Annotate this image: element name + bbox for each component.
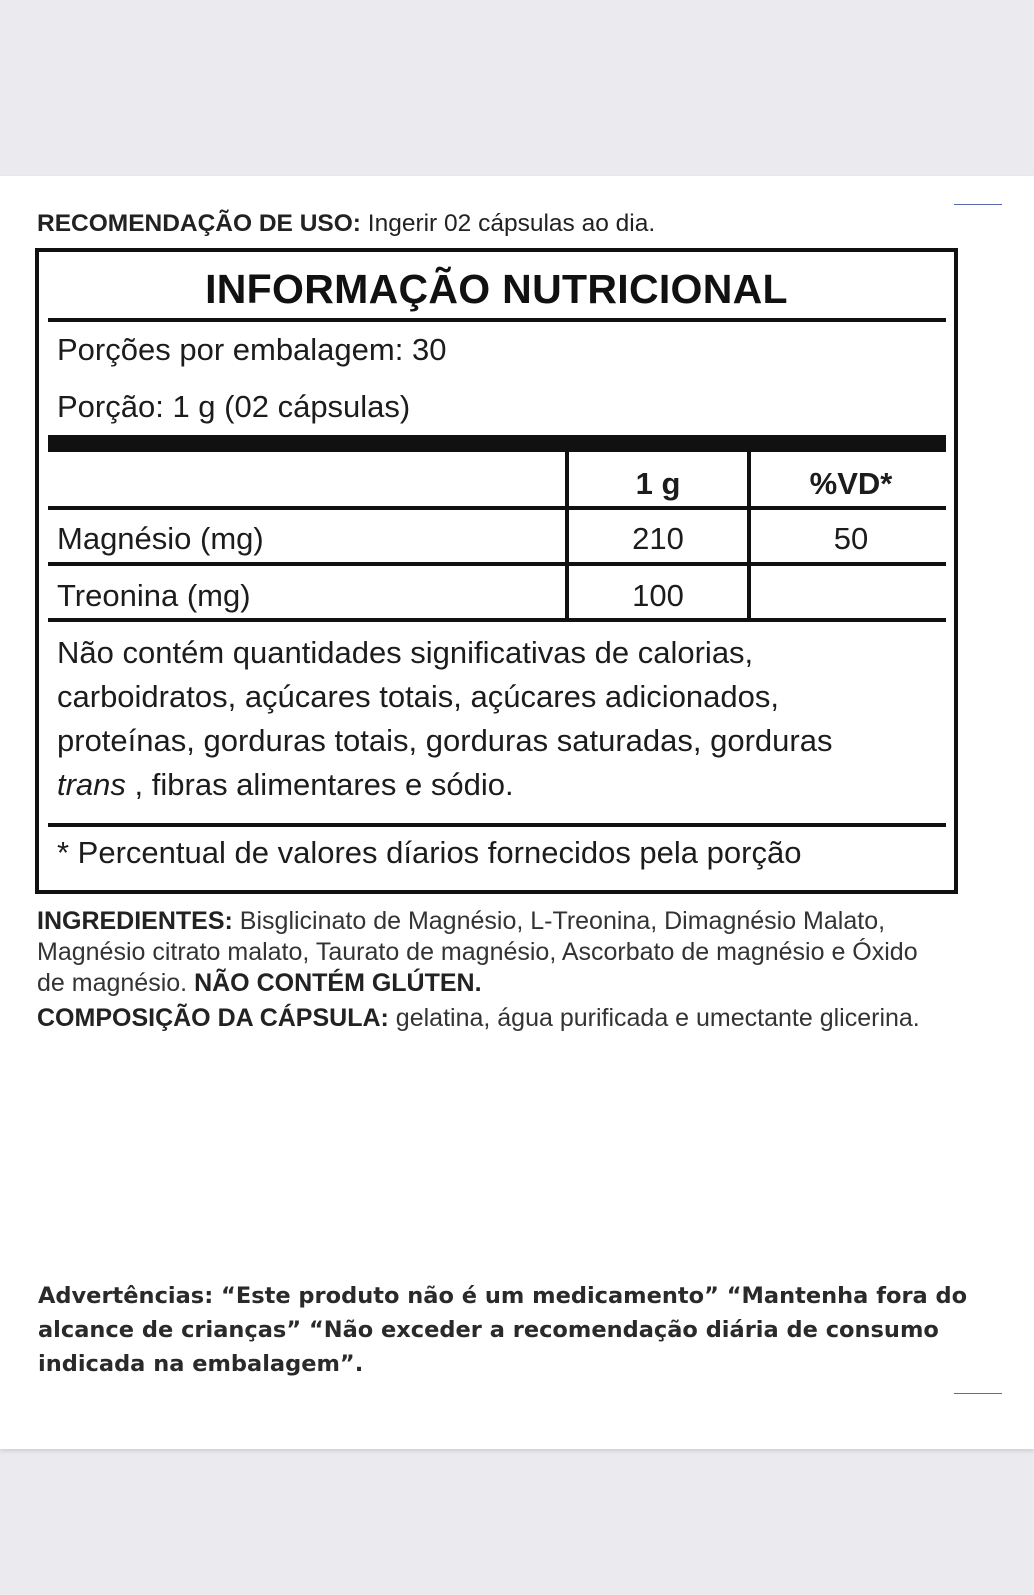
note-last: , fibras alimentares e sódio. bbox=[125, 767, 514, 802]
note-line: Não contém quantidades significativas de calorias, bbox=[57, 635, 754, 670]
row-amount: 210 bbox=[632, 521, 684, 556]
row-name: Treonina (mg) bbox=[57, 578, 251, 613]
crop-mark-bottom bbox=[954, 1393, 1002, 1394]
label-page bbox=[0, 176, 1034, 1449]
not-significant-note bbox=[57, 631, 832, 807]
column-header-dv: %VD* bbox=[809, 466, 893, 501]
note-line bbox=[57, 763, 832, 807]
ingredients-text: Bisglicinato de Magnésio, L-Treonina, Dimagnésio Malato, Magnésio citrato malato, Taurato de magnésio, Ascorbato de magnésio e Óxido de magnésio. bbox=[37, 907, 918, 997]
divider bbox=[48, 506, 946, 510]
divider bbox=[48, 562, 946, 566]
usage-label: RECOMENDAÇÃO DE USO: bbox=[37, 210, 361, 237]
capsule-text: gelatina, água purificada e umectante glicerina. bbox=[388, 1004, 920, 1032]
crop-mark-top bbox=[954, 204, 1002, 205]
usage-recommendation bbox=[37, 210, 655, 238]
capsule-paragraph bbox=[37, 1003, 937, 1034]
serving-size: Porção: 1 g (02 cápsulas) bbox=[57, 389, 411, 424]
divider bbox=[48, 318, 946, 322]
servings-per-package: Porções por embalagem: 30 bbox=[57, 332, 447, 367]
row-name: Magnésio (mg) bbox=[57, 521, 264, 556]
row-dv: 50 bbox=[833, 521, 869, 556]
capsule-label: COMPOSIÇÃO DA CÁPSULA: bbox=[37, 1004, 389, 1032]
table-title: INFORMAÇÃO NUTRICIONAL bbox=[205, 266, 788, 312]
gluten-notice: NÃO CONTÉM GLÚTEN. bbox=[194, 969, 482, 997]
nutrition-facts-table bbox=[35, 248, 958, 894]
ingredients-label: INGREDIENTES: bbox=[37, 907, 233, 935]
warnings: Advertências: “Este produto não é um medicamento” “Mantenha fora do alcance de crianças” “Não exceder a recomendação diária de consumo indicada na embalagem”. bbox=[38, 1283, 968, 1377]
thick-divider bbox=[48, 435, 946, 452]
ingredients-paragraph bbox=[37, 906, 937, 999]
note-trans: trans bbox=[57, 767, 126, 802]
usage-text: Ingerir 02 cápsulas ao dia. bbox=[360, 210, 656, 237]
divider bbox=[48, 618, 946, 622]
footnote: * Percentual de valores díarios fornecidos pela porção bbox=[57, 835, 802, 870]
column-header-amount: 1 g bbox=[635, 466, 681, 501]
column-divider bbox=[747, 452, 751, 621]
ingredients-block bbox=[37, 906, 937, 1034]
note-line: proteínas, gorduras totais, gorduras saturadas, gorduras bbox=[57, 723, 833, 758]
row-amount: 100 bbox=[632, 578, 684, 613]
note-line: carboidratos, açúcares totais, açúcares adicionados, bbox=[57, 679, 780, 714]
divider bbox=[48, 823, 946, 827]
column-divider bbox=[565, 452, 569, 621]
